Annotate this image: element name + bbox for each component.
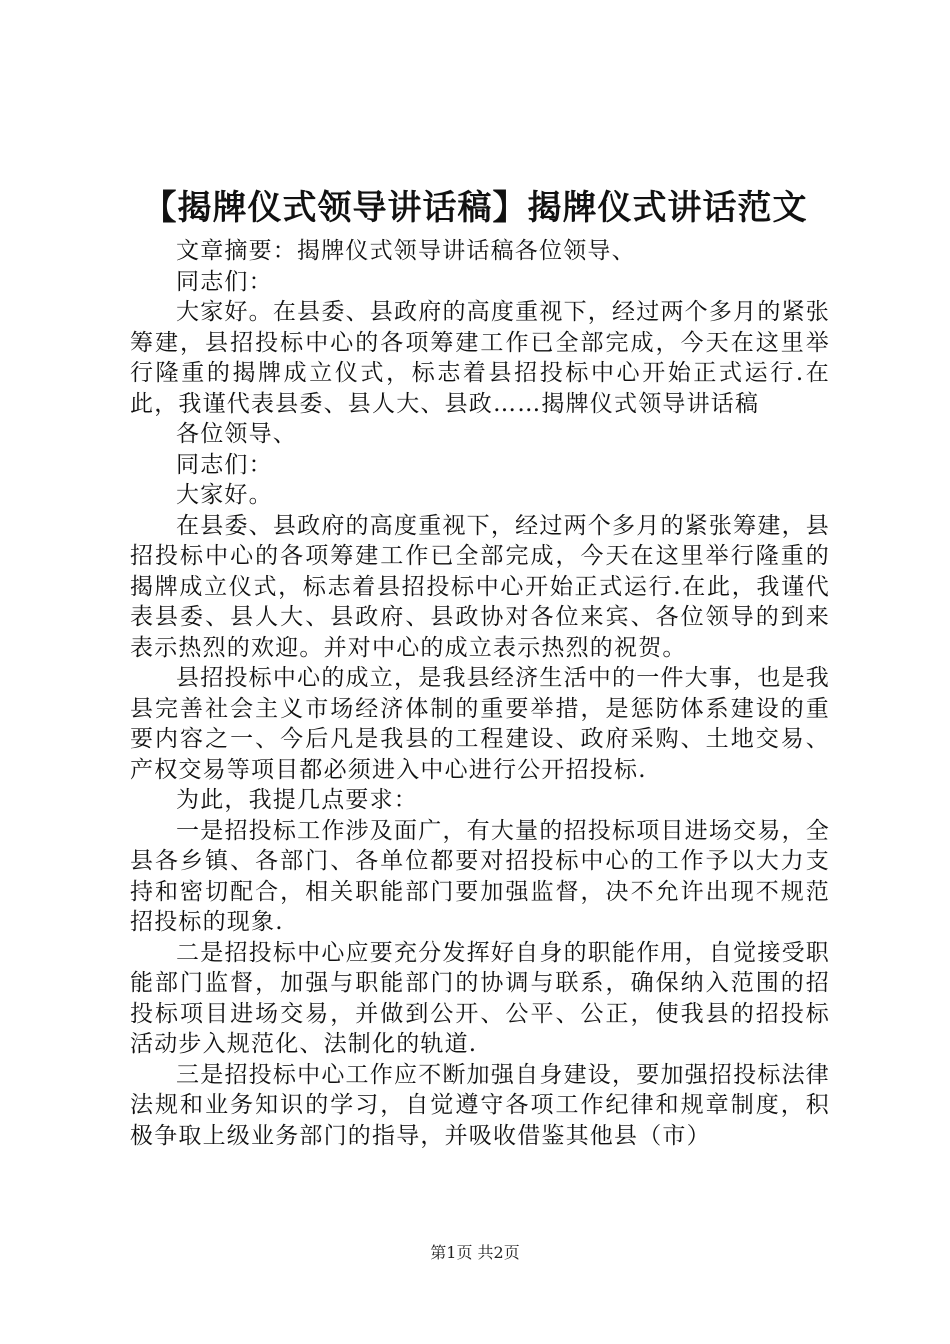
paragraph: 同志们： bbox=[176, 268, 273, 295]
paragraph: 为此，我提几点要求： bbox=[176, 787, 418, 813]
paragraph: 文章摘要：揭牌仪式领导讲话稿各位领导、 bbox=[176, 238, 636, 264]
document-body bbox=[130, 236, 830, 1151]
document-title: 【揭牌仪式领导讲话稿】揭牌仪式讲话范文 bbox=[142, 188, 808, 228]
page-footer: 第1页 共2页 bbox=[430, 1243, 520, 1262]
paragraph: 县招投标中心的成立，是我县经济生活中的一件大事，也是我县完善社会主义市场经济体制的重要举措，是惩防体系建设的重要内容之一、今后凡是我县的工程建设、政府采购、土地交易、产权交易等项目都必须进入中心进行公开招投标. bbox=[130, 665, 830, 783]
paragraph: 各位领导、 bbox=[176, 421, 297, 447]
paragraph: 在县委、县政府的高度重视下，经过两个多月的紧张筹建，县招投标中心的各项筹建工作已全部完成，今天在这里举行隆重的揭牌成立仪式，标志着县招投标中心开始正式运行.在此，我谨代表县委、县人大、县政府、县政协对各位来宾、各位领导的到来表示热烈的欢迎。并对中心的成立表示热烈的祝贺。 bbox=[130, 512, 830, 661]
paragraph: 三是招投标中心工作应不断加强自身建设，要加强招投标法律法规和业务知识的学习，自觉遵守各项工作纪律和规章制度，积极争取上级业务部门的指导，并吸收借鉴其他县（市） bbox=[130, 1061, 830, 1149]
paragraph: 大家好。 bbox=[176, 482, 273, 508]
paragraph: 大家好。在县委、县政府的高度重视下，经过两个多月的紧张筹建，县招投标中心的各项筹建工作已全部完成，今天在这里举行隆重的揭牌成立仪式，标志着县招投标中心开始正式运行.在此，我谨代表县委、县人大、县政……揭牌仪式领导讲话稿 bbox=[130, 299, 830, 417]
paragraph: 同志们： bbox=[176, 451, 273, 478]
paragraph: 二是招投标中心应要充分发挥好自身的职能作用，自觉接受职能部门监督，加强与职能部门的协调与联系，确保纳入范围的招投标项目进场交易，并做到公开、公平、公正，使我县的招投标活动步入规范化、法制化的轨道. bbox=[130, 939, 830, 1057]
paragraph: 一是招投标工作涉及面广，有大量的招投标项目进场交易，全县各乡镇、各部门、各单位都要对招投标中心的工作予以大力支持和密切配合，相关职能部门要加强监督，决不允许出现不规范招投标的现象. bbox=[130, 817, 830, 935]
